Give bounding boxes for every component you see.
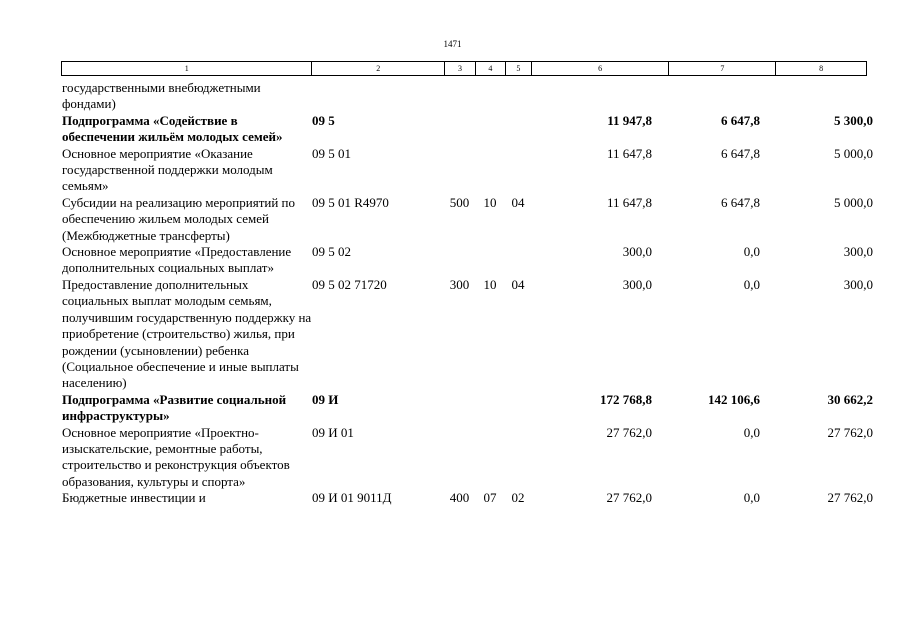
row-amount-8: [760, 80, 873, 113]
row-pr: [505, 113, 531, 146]
header-col-5: 5: [506, 62, 532, 75]
row-vr: [444, 146, 475, 195]
row-name: Субсидии на реализацию мероприятий по обеспечению жильем молодых семей (Межбюджетные трансферты): [62, 194, 296, 243]
row-pr: 02: [511, 490, 525, 506]
row-amount-7: 142 106,6: [708, 391, 760, 407]
row-amount-6: 172 768,8: [600, 391, 652, 407]
row-code: 09 И 01: [312, 424, 354, 440]
header-col-1: 1: [62, 62, 312, 75]
row-name: государственными внебюджетными фондами): [62, 80, 261, 112]
table-row: [62, 194, 873, 244]
row-code: 09 5 02: [312, 244, 351, 260]
row-code: 09 И 01 9011Д: [312, 490, 392, 506]
table-row: [62, 244, 873, 277]
table-row: [62, 424, 873, 491]
row-amount-6: 300,0: [622, 244, 652, 260]
row-pr: [505, 244, 531, 277]
row-amount-8: 300,0: [843, 244, 873, 260]
row-name: Основное мероприятие «Оказание государственной поддержки молодым семьям»: [62, 145, 273, 194]
row-rz: [475, 113, 505, 146]
row-amount-6: 300,0: [622, 276, 652, 292]
row-code: 09 5 01: [312, 145, 351, 161]
row-code: 09 5 01 R4970: [312, 194, 389, 210]
table-row: [62, 490, 873, 506]
header-col-4: 4: [476, 62, 506, 75]
header-col-8: 8: [819, 64, 824, 73]
row-name: Основное мероприятие «Предоставление дополнительных социальных выплат»: [62, 244, 292, 276]
row-name: Предоставление дополнительных социальных выплат молодым семьям, получившим государственную поддержку на приобретение (строительство) жилья, при рождении (усыновлении) ребенка (Социальное обеспечение и иные выплаты населению): [62, 276, 312, 391]
row-code: [312, 80, 444, 113]
row-rz: 07: [483, 490, 497, 506]
table-body: [62, 80, 873, 507]
row-vr: [444, 392, 475, 425]
row-code: 09 5: [312, 112, 335, 128]
header-col-3: 3: [445, 62, 476, 75]
table-row: [62, 112, 873, 146]
row-code: 09 И: [312, 391, 339, 407]
row-name: Бюджетные инвестиции и: [62, 490, 206, 506]
row-amount-8: 30 662,2: [827, 391, 873, 407]
header-col-6: 6: [532, 62, 670, 75]
row-amount-7: 0,0: [743, 424, 760, 440]
row-code: 09 5 02 71720: [312, 276, 387, 292]
row-rz: [475, 146, 505, 195]
row-vr: 400: [449, 490, 470, 506]
table-header: [61, 61, 867, 76]
page-number: 1471: [443, 39, 462, 49]
row-name: Основное мероприятие «Проектно-изыскательские, ремонтные работы, строительство и реконструкция объектов образования, культуры и спорта»: [62, 424, 290, 489]
row-vr: [444, 80, 475, 113]
row-amount-8: 27 762,0: [827, 424, 873, 440]
row-amount-8: 5 000,0: [834, 145, 873, 161]
row-amount-7: 0,0: [743, 490, 760, 506]
row-rz: [475, 80, 505, 113]
row-amount-8: 5 300,0: [834, 112, 873, 128]
row-vr: [444, 244, 475, 277]
row-pr: 04: [511, 194, 525, 210]
row-amount-6: 27 762,0: [606, 490, 652, 506]
row-amount-8: 27 762,0: [827, 490, 873, 506]
row-rz: 10: [483, 276, 497, 292]
row-amount-6: [531, 80, 652, 113]
table-row: [62, 80, 868, 113]
row-vr: 500: [449, 194, 470, 210]
row-pr: [505, 146, 531, 195]
row-amount-8: 5 000,0: [834, 194, 873, 210]
row-rz: 10: [483, 194, 497, 210]
row-amount-7: 0,0: [743, 276, 760, 292]
row-vr: [444, 113, 475, 146]
header-col-7: 7: [669, 62, 776, 75]
row-name: Подпрограмма «Развитие социальной инфраструктуры»: [62, 391, 287, 424]
row-amount-6: 11 647,8: [606, 145, 652, 161]
row-pr: 04: [511, 276, 525, 292]
row-name: Подпрограмма «Содействие в обеспечении жильём молодых семей»: [62, 112, 283, 145]
row-rz: [475, 425, 505, 491]
row-rz: [475, 244, 505, 277]
row-vr: [444, 425, 475, 491]
table-row: [62, 145, 873, 195]
row-amount-6: 11 947,8: [607, 112, 652, 128]
row-vr: 300: [449, 276, 470, 292]
row-amount-7: 6 647,8: [721, 145, 760, 161]
row-amount-7: 6 647,8: [721, 194, 760, 210]
row-pr: [505, 392, 531, 425]
row-pr: [505, 80, 531, 113]
table-row: [62, 276, 873, 392]
row-amount-7: [652, 80, 760, 113]
row-rz: [475, 392, 505, 425]
row-amount-7: 0,0: [743, 244, 760, 260]
row-amount-7: 6 647,8: [721, 112, 760, 128]
table-row: [62, 391, 873, 425]
row-amount-6: 27 762,0: [606, 424, 652, 440]
row-amount-8: 300,0: [843, 276, 873, 292]
header-col-2: 2: [312, 62, 445, 75]
row-pr: [505, 425, 531, 491]
row-amount-6: 11 647,8: [606, 194, 652, 210]
